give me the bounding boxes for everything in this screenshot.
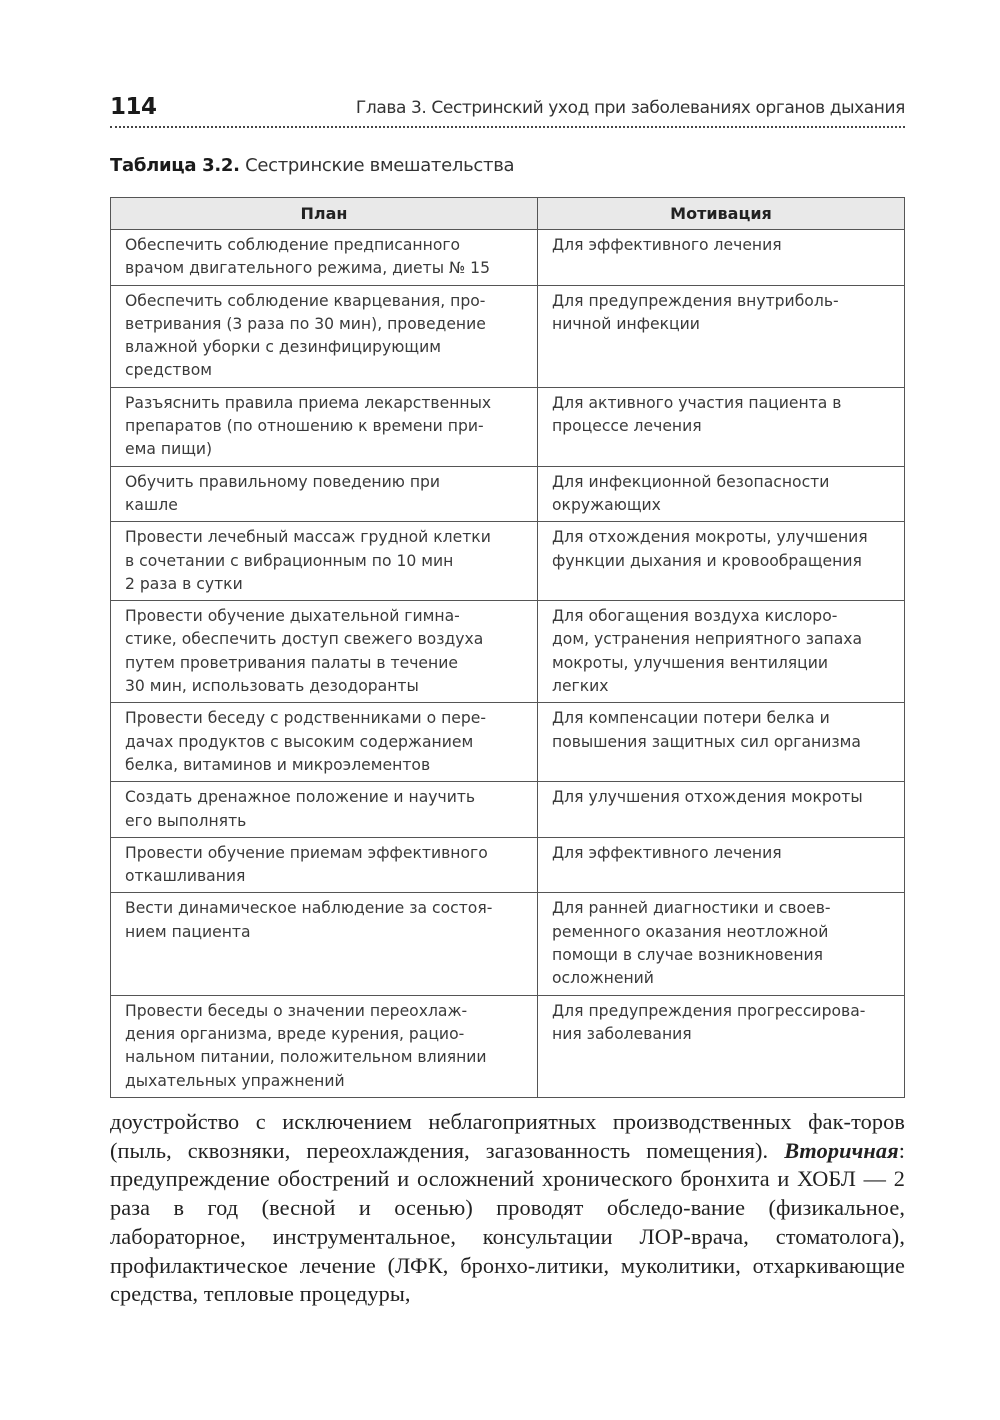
body-paragraph <box>110 1108 905 1309</box>
body-text-continuation: : предупреждение обострений и осложнений хронического бронхита и ХОБЛ — 2 раза в год (весной и осенью) проводят обследо-вание (физикальное, лабораторное, инструментальное, консультации ЛОР-врача, стоматолога), профилактическое лечение (ЛФК, бронхо-литики, муколитики, отхаркивающие средства, тепловые процедуры, <box>110 1137 905 1307</box>
motivation-cell: Для ранней диагностики и своев- ременного оказания неотложной помощи в случае возникновения осложнений <box>538 893 905 995</box>
table-caption-title: Сестринские вмешательства <box>245 155 515 176</box>
table-row <box>111 466 905 522</box>
table-caption-label: Таблица 3.2. <box>110 155 240 176</box>
motivation-cell: Для компенсации потери белка и повышения защитных сил организма <box>538 703 905 782</box>
motivation-cell: Для активного участия пациента в процессе лечения <box>538 387 905 466</box>
page-header <box>110 94 905 128</box>
plan-cell: Провести лечебный массаж грудной клетки в сочетании с вибрационным по 10 мин 2 раза в сутки <box>111 522 538 601</box>
column-header-plan: План <box>111 198 538 230</box>
header-dotted-divider <box>110 126 905 128</box>
plan-cell: Провести обучение приемам эффективного откашливания <box>111 837 538 893</box>
plan-cell: Провести беседу с родственниками о пере- дачах продуктов с высоким содержанием белка, витаминов и микроэлементов <box>111 703 538 782</box>
motivation-cell: Для предупреждения внутриболь- ничной инфекции <box>538 285 905 387</box>
motivation-cell: Для эффективного лечения <box>538 230 905 286</box>
column-header-motivation: Мотивация <box>538 198 905 230</box>
table-row <box>111 703 905 782</box>
plan-cell: Обеспечить соблюдение кварцевания, про- ветривания (3 раза по 30 мин), проведение влажной уборки с дезинфицирующим средством <box>111 285 538 387</box>
table-row <box>111 837 905 893</box>
table-row <box>111 285 905 387</box>
body-text-line: доустройство с исключением неблагоприятных производственных фак-торов (пыль, сквозняки, переохлаждения, загазованность помещения). <box>110 1109 905 1163</box>
body-lead-term: Вторичная <box>784 1137 899 1163</box>
running-title: Глава 3. Сестринский уход при заболеваниях органов дыхания <box>355 98 905 118</box>
table-row <box>111 387 905 466</box>
plan-cell: Провести беседы о значении переохлаж- дения организма, вреде курения, рацио- нальном питании, положительном влиянии дыхательных упражнений <box>111 995 538 1097</box>
motivation-cell: Для предупреждения прогрессирова- ния заболевания <box>538 995 905 1097</box>
table-row <box>111 522 905 601</box>
motivation-cell: Для отхождения мокроты, улучшения функции дыхания и кровообращения <box>538 522 905 601</box>
motivation-cell: Для улучшения отхождения мокроты <box>538 782 905 838</box>
table-row <box>111 893 905 995</box>
table-row <box>111 995 905 1097</box>
plan-cell: Разъяснить правила приема лекарственных препаратов (по отношению к времени при- ема пищи) <box>111 387 538 466</box>
interventions-table <box>110 197 905 1098</box>
plan-cell: Обучить правильному поведению при кашле <box>111 466 538 522</box>
plan-cell: Провести обучение дыхательной гимна- стике, обеспечить доступ свежего воздуха путем проветривания палаты в течение 30 мин, использовать дезодоранты <box>111 601 538 703</box>
table-caption <box>110 155 514 176</box>
page-number: 114 <box>110 94 157 120</box>
table-row <box>111 601 905 703</box>
motivation-cell: Для инфекционной безопасности окружающих <box>538 466 905 522</box>
plan-cell: Создать дренажное положение и научить его выполнять <box>111 782 538 838</box>
plan-cell: Обеспечить соблюдение предписанного врачом двигательного режима, диеты № 15 <box>111 230 538 286</box>
table-header-row <box>111 198 905 230</box>
plan-cell: Вести динамическое наблюдение за состоя- нием пациента <box>111 893 538 995</box>
motivation-cell: Для обогащения воздуха кислоро- дом, устранения неприятного запаха мокроты, улучшения вентиляции легких <box>538 601 905 703</box>
table-row <box>111 782 905 838</box>
motivation-cell: Для эффективного лечения <box>538 837 905 893</box>
table-row <box>111 230 905 286</box>
